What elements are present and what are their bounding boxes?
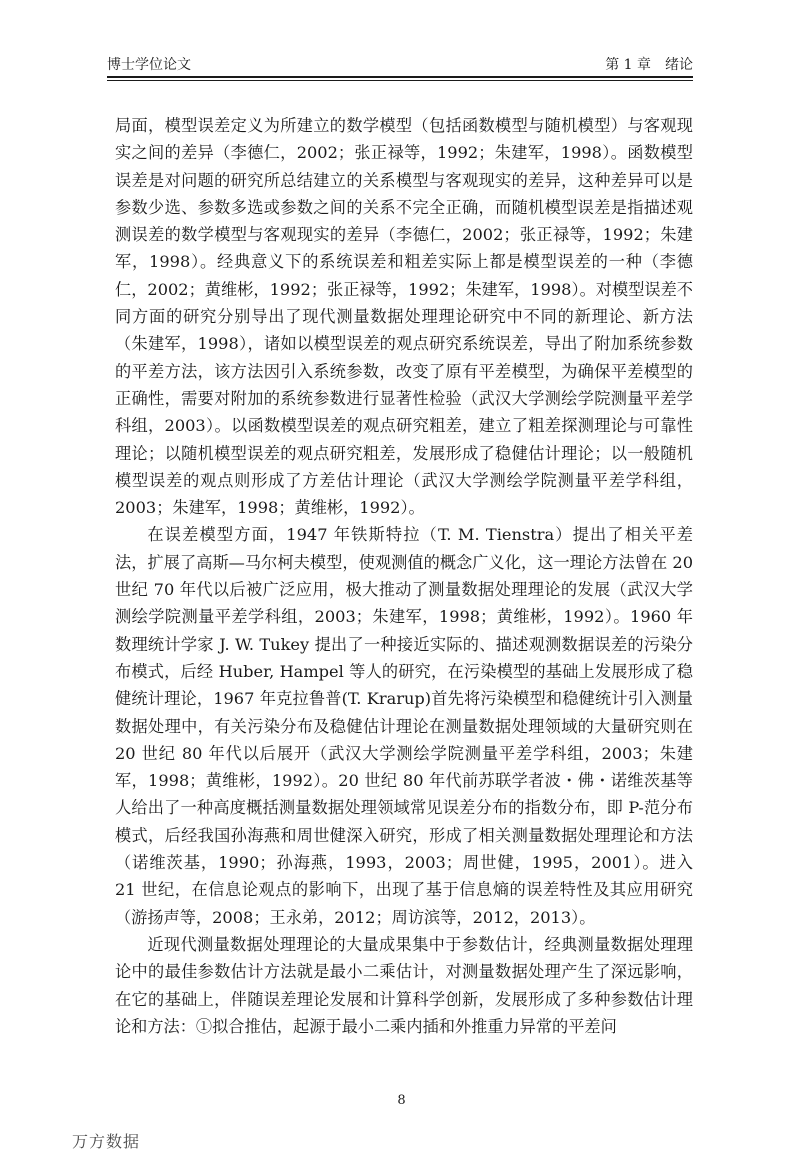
paragraph-model-error: 局面，模型误差定义为所建立的数学模型（包括函数模型与随机模型）与客观现实之间的差异（李德仁，2002；张正禄等，1992；朱建军，1998）。函数模型误差是对问题的研究所总结建立的关系模型与客观现实的差异，这种差异可以是参数少选、参数多选或参数之间的关系不完全正确，而随机模型误差是指描述观测误差的数学模型与客观现实的差异（李德仁，2002；张正禄等，1992；朱建军，1998）。经典意义下的系统误差和粗差实际上都是模型误差的一种（李德仁，2002；黄维彬，1992；张正禄等，1992；朱建军，1998）。对模型误差不同方面的研究分别导出了现代测量数据处理理论研究中不同的新理论、新方法（朱建军，1998），诸如以模型误差的观点研究系统误差，导出了附加系统参数的平差方法，该方法因引入系统参数，改变了原有平差模型，为确保平差模型的正确性，需要对附加的系统参数进行显著性检验（武汉大学测绘学院测量平差学科组，2003）。以函数模型误差的观点研究粗差，建立了粗差探测理论与可靠性理论；以随机模型误差的观点研究粗差，发展形成了稳健估计理论；以一般随机模型误差的观点则形成了方差估计理论（武汉大学测绘学院测量平差学科组，2003；朱建军，1998；黄维彬，1992）。 xyxy=(115,116,693,518)
page-number: 8 xyxy=(397,1093,406,1108)
running-header xyxy=(107,55,693,75)
header-chapter-title: 第 1 章 绪论 xyxy=(605,57,693,73)
paragraph-parameter-estimation: 近现代测量数据处理理论的大量成果集中于参数估计，经典测量数据处理理论中的最佳参数估计方法就是最小二乘估计，对测量数据处理产生了深远影响，在它的基础上，伴随误差理论发展和计算科学创新，发展形成了多种参数估计理论和方法：①拟合推估，起源于最小二乘内插和外推重力异常的平差问 xyxy=(115,934,693,1036)
header-rule-thin xyxy=(107,80,693,81)
header-rule-thick xyxy=(107,76,693,78)
header-thesis-type: 博士学位论文 xyxy=(107,57,191,73)
paragraph-error-models: 在误差模型方面，1947 年铁斯特拉（T. M. Tienstra）提出了相关平差法，扩展了高斯—马尔柯夫模型，使观测值的概念广义化，这一理论方法曾在 20 世纪 70 年代以后被广泛应用，极大推动了测量数据处理理论的发展（武汉大学测绘学院测量平差学科组，2003；朱建军，1998；黄维彬，1992）。1960 年数理统计学家 J. W. Tukey 提出了一种接近实际的、描述观测数据误差的污染分布模式，后经 Huber, Hampel 等人的研究，在污染模型的基础上发展形成了稳健统计理论，1967 年克拉鲁普(T. Krarup)首先将污染模型和稳健统计引入测量数据处理中，有关污染分布及稳健估计理论在测量数据处理领域的大量研究则在 20 世纪 80 年代以后展开（武汉大学测绘学院测量平差学科组，2003；朱建军，1998；黄维彬，1992）。20 世纪 80 年代前苏联学者波・佛・诺维茨基等人给出了一种高度概括测量数据处理领域常见误差分布的指数分布，即 P-范分布模式，后经我国孙海燕和周世健深入研究，形成了相关测量数据处理理论和方法（诺维茨基，1990；孙海燕，1993，2003；周世健，1995，2001）。进入 21 世纪，在信息论观点的影响下，出现了基于信息熵的误差特性及其应用研究（游扬声等，2008；王永弟，2012；周访滨等，2012，2013）。 xyxy=(115,525,693,927)
watermark-text: 万方数据 xyxy=(72,1132,141,1151)
body-text xyxy=(115,112,693,1040)
